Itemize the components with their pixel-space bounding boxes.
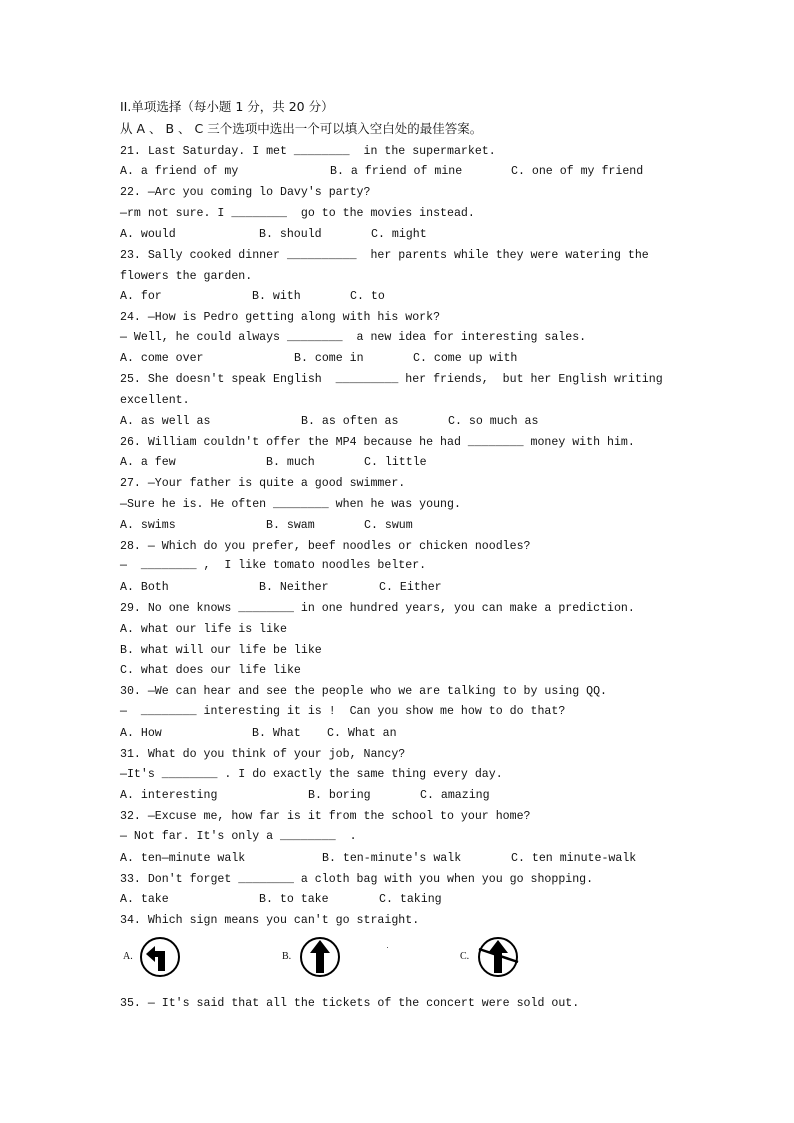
stray-dot bbox=[387, 947, 388, 948]
question-line: —rm not sure. I ________ go to the movies instead. bbox=[120, 207, 475, 220]
question-stem: 26. William couldn't offer the MP4 because he had ________ money with him. bbox=[120, 436, 635, 449]
question-stem: 28. — Which do you prefer, beef noodles or chicken noodles? bbox=[120, 540, 531, 553]
question-stem: 25. She doesn't speak English _________ her friends, but her English writing bbox=[120, 373, 663, 386]
question-stem: 31. What do you think of your job, Nancy? bbox=[120, 748, 406, 761]
answer-option: C. swum bbox=[364, 519, 413, 532]
answer-option: A. would bbox=[120, 228, 176, 241]
question-stem: 22. —Arc you coming lo Davy's party? bbox=[120, 186, 371, 199]
answer-option: C. so much as bbox=[448, 415, 539, 428]
sign-option-label: B. bbox=[282, 951, 292, 962]
question-stem: 29. No one knows ________ in one hundred years, you can make a prediction. bbox=[120, 602, 635, 615]
answer-option: A. what our life is like bbox=[120, 623, 287, 636]
answer-option: B. much bbox=[266, 456, 315, 469]
answer-option: B. ten-minute's walk bbox=[322, 852, 462, 865]
answer-option: C. what does our life like bbox=[120, 664, 301, 677]
sign-option-label: A. bbox=[123, 951, 133, 962]
question-stem: 33. Don't forget ________ a cloth bag with you when you go shopping. bbox=[120, 873, 594, 886]
instruction: 从 A 、 B 、 C 三个选项中选出一个可以填入空白处的最佳答案。 bbox=[120, 121, 483, 136]
answer-option: A. a few bbox=[120, 456, 176, 469]
question-stem: 24. —How is Pedro getting along with his work? bbox=[120, 311, 441, 324]
question-line: — Not far. It's only a ________ . bbox=[120, 830, 357, 843]
question-stem: 32. —Excuse me, how far is it from the school to your home? bbox=[120, 810, 531, 823]
question-line: —Sure he is. He often ________ when he was young. bbox=[120, 498, 461, 511]
question-line: flowers the garden. bbox=[120, 270, 253, 283]
no-straight-sign-icon bbox=[476, 935, 520, 979]
answer-option: B. what will our life be like bbox=[120, 644, 322, 657]
answer-option: A. ten—minute walk bbox=[120, 852, 246, 865]
answer-option: A. Both bbox=[120, 581, 169, 594]
answer-option: A. interesting bbox=[120, 789, 218, 802]
answer-option: C. taking bbox=[379, 893, 442, 906]
answer-option: B. as often as bbox=[301, 415, 399, 428]
section-title: II.单项选择（每小题 1 分，共 20 分） bbox=[120, 99, 334, 114]
answer-option: C. What an bbox=[327, 727, 397, 740]
question-stem: 30. —We can hear and see the people who we are talking to by using QQ. bbox=[120, 685, 608, 698]
answer-option: B. What bbox=[252, 727, 301, 740]
question-stem: 27. —Your father is quite a good swimmer. bbox=[120, 477, 406, 490]
answer-option: C. amazing bbox=[420, 789, 490, 802]
question-line: —It's ________ . I do exactly the same thing every day. bbox=[120, 768, 503, 781]
answer-option: C. to bbox=[350, 290, 385, 303]
answer-option: C. one of my friend bbox=[511, 165, 644, 178]
answer-option: C. might bbox=[371, 228, 427, 241]
answer-option: C. come up with bbox=[413, 352, 518, 365]
question-line: excellent. bbox=[120, 394, 190, 407]
question-line: — ________ , I like tomato noodles belter. bbox=[120, 559, 427, 572]
sign-option-label: C. bbox=[460, 951, 470, 962]
answer-option: C. ten minute-walk bbox=[511, 852, 637, 865]
answer-option: A. as well as bbox=[120, 415, 211, 428]
straight-arrow-sign-icon bbox=[298, 935, 342, 979]
question-stem: 23. Sally cooked dinner __________ her parents while they were watering the bbox=[120, 249, 649, 262]
answer-option: B. come in bbox=[294, 352, 364, 365]
question-line: — Well, he could always ________ a new idea for interesting sales. bbox=[120, 331, 587, 344]
turn-left-arrow-sign-icon bbox=[138, 935, 182, 979]
answer-option: A. for bbox=[120, 290, 162, 303]
question-stem: 21. Last Saturday. I met ________ in the supermarket. bbox=[120, 145, 496, 158]
answer-option: B. swam bbox=[266, 519, 315, 532]
answer-option: A. How bbox=[120, 727, 162, 740]
answer-option: B. should bbox=[259, 228, 322, 241]
answer-option: A. swims bbox=[120, 519, 176, 532]
answer-option: C. Either bbox=[379, 581, 442, 594]
answer-option: B. boring bbox=[308, 789, 371, 802]
answer-option: A. a friend of my bbox=[120, 165, 239, 178]
answer-option: B. with bbox=[252, 290, 301, 303]
answer-option: B. Neither bbox=[259, 581, 329, 594]
answer-option: A. take bbox=[120, 893, 169, 906]
question-stem: 35. — It's said that all the tickets of the concert were sold out. bbox=[120, 997, 580, 1010]
answer-option: B. a friend of mine bbox=[330, 165, 463, 178]
answer-option: A. come over bbox=[120, 352, 204, 365]
answer-option: C. little bbox=[364, 456, 427, 469]
question-line: — ________ interesting it is ! Can you show me how to do that? bbox=[120, 705, 566, 718]
question-stem: 34. Which sign means you can't go straight. bbox=[120, 914, 420, 927]
answer-option: B. to take bbox=[259, 893, 329, 906]
